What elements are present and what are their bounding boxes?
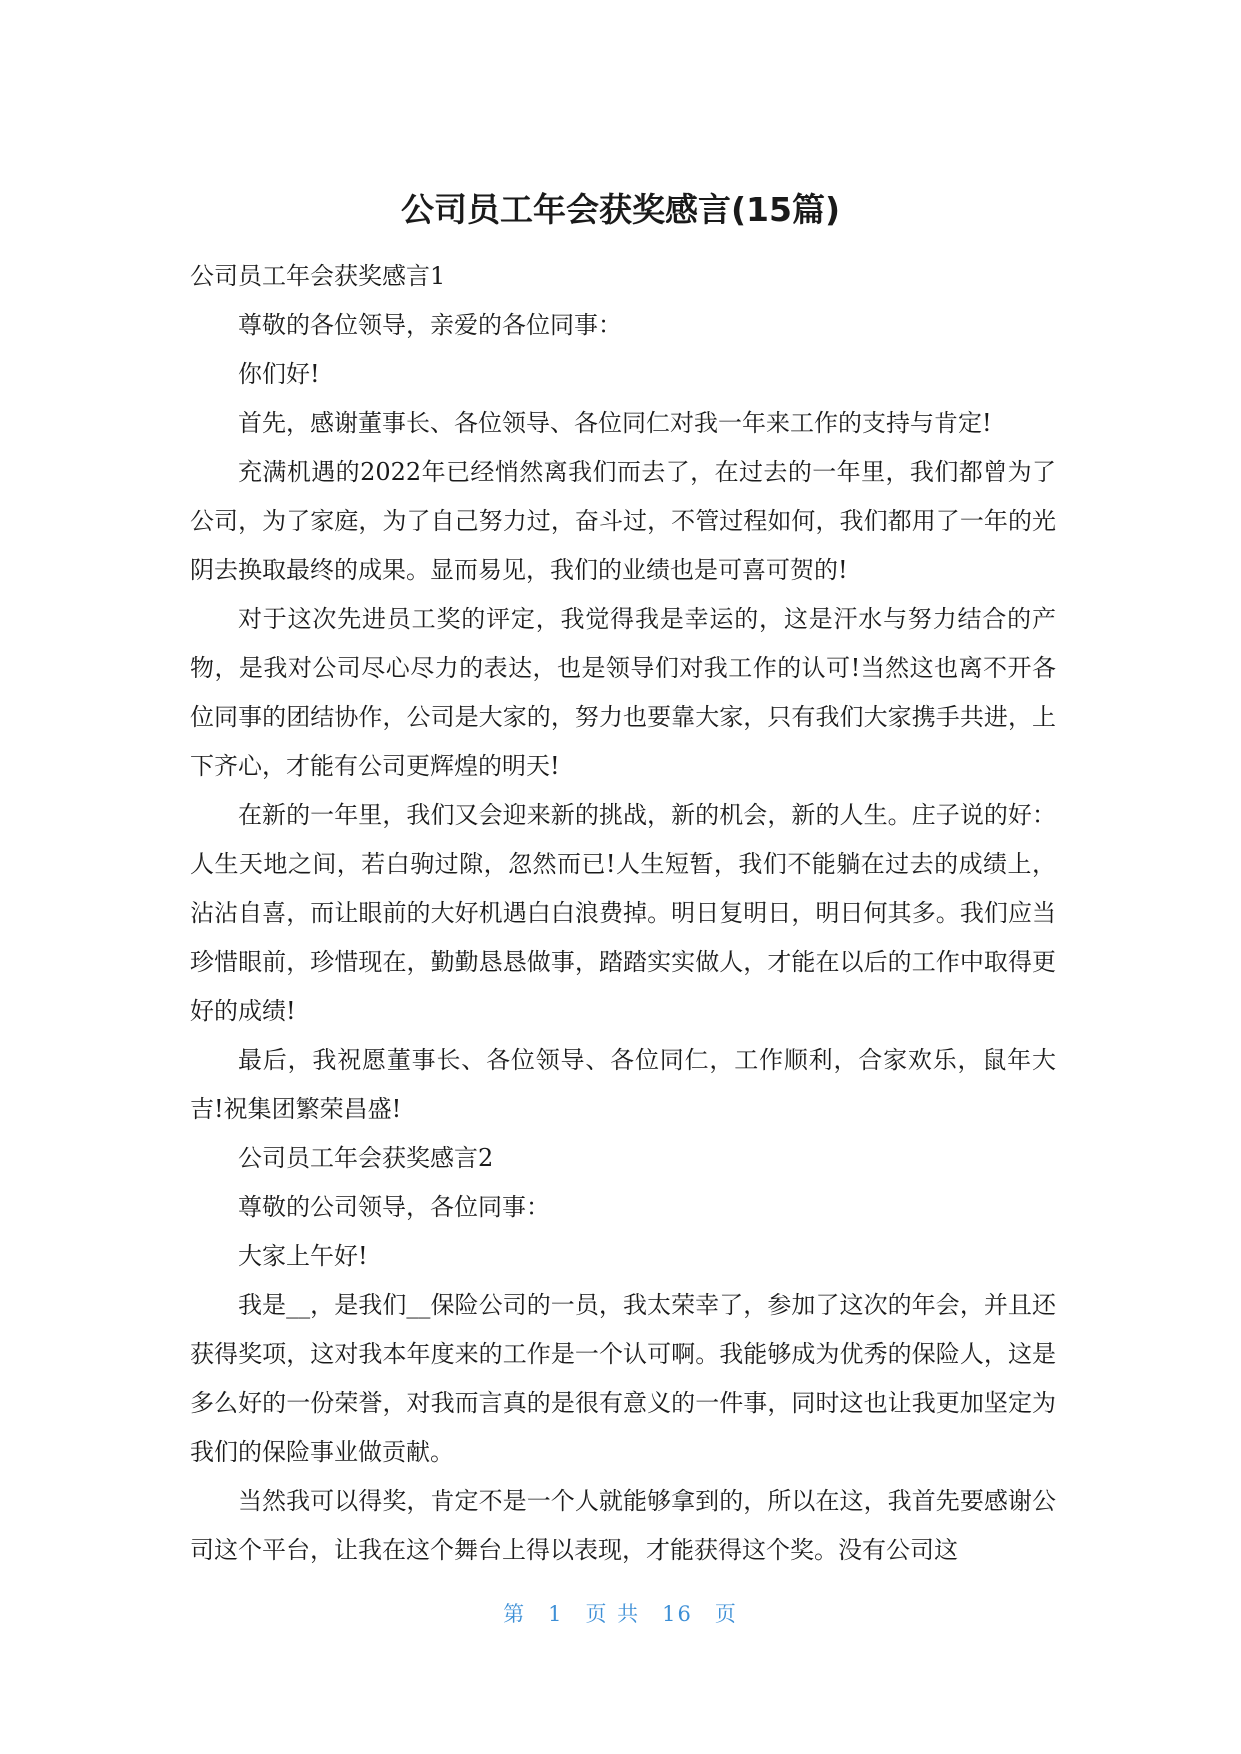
paragraph-greeting-2: 大家上午好! [238,1242,368,1270]
footer-label-of: 页 共 [585,1602,641,1626]
footer-label-page: 第 [503,1602,527,1626]
paragraph-salutation-2: 尊敬的公司领导，各位同事： [238,1193,550,1221]
footer-current-page: 1 [548,1602,564,1626]
paragraph-new-year: 在新的一年里，我们又会迎来新的挑战，新的机会，新的人生。庄子说的好：人生天地之间，若白驹过隙，忽然而已!人生短暂，我们不能躺在过去的成绩上，沾沾自喜，而让眼前的大好机遇白白浪费掉。明日复明日，明日何其多。我们应当珍惜眼前，珍惜现在，勤勤恳恳做事，踏踏实实做人，才能在以后的工作中取得更好的成绩! [190,801,1056,1025]
paragraph-salutation-1: 尊敬的各位领导，亲爱的各位同事： [238,311,622,339]
section-heading-2: 公司员工年会获奖感言2 [238,1144,494,1172]
footer-label-end: 页 [714,1602,738,1626]
paragraph-thanks: 首先，感谢董事长、各位领导、各位同仁对我一年来工作的支持与肯定! [238,409,992,437]
document-body [190,252,1056,1575]
footer-total-pages: 16 [662,1602,693,1626]
paragraph-intro: 我是__，是我们__保险公司的一员，我太荣幸了，参加了这次的年会，并且还获得奖项，这对我本年度来的工作是一个认可啊。我能够成为优秀的保险人，这是多么好的一份荣誉，对我而言真的是很有意义的一件事，同时这也让我更加坚定为我们的保险事业做贡献。 [190,1291,1056,1466]
paragraph-past-year: 充满机遇的2022年已经悄然离我们而去了，在过去的一年里，我们都曾为了公司，为了家庭，为了自己努力过，奋斗过，不管过程如何，我们都用了一年的光阴去换取最终的成果。显而易见，我们的业绩也是可喜可贺的! [190,458,1056,584]
section-heading-1: 公司员工年会获奖感言1 [190,262,446,290]
document-title: 公司员工年会获奖感言(15篇) [400,190,841,229]
paragraph-greeting-1: 你们好! [238,360,320,388]
paragraph-closing: 最后，我祝愿董事长、各位领导、各位同仁，工作顺利，合家欢乐，鼠年大吉!祝集团繁荣昌盛! [190,1046,1056,1123]
paragraph-gratitude: 当然我可以得奖，肯定不是一个人就能够拿到的，所以在这，我首先要感谢公司这个平台，让我在这个舞台上得以表现，才能获得这个奖。没有公司这 [190,1487,1056,1564]
page-footer [0,1598,1241,1628]
paragraph-award: 对于这次先进员工奖的评定，我觉得我是幸运的，这是汗水与努力结合的产物，是我对公司尽心尽力的表达，也是领导们对我工作的认可!当然这也离不开各位同事的团结协作，公司是大家的，努力也要靠大家，只有我们大家携手共进，上下齐心，才能有公司更辉煌的明天! [190,605,1056,780]
